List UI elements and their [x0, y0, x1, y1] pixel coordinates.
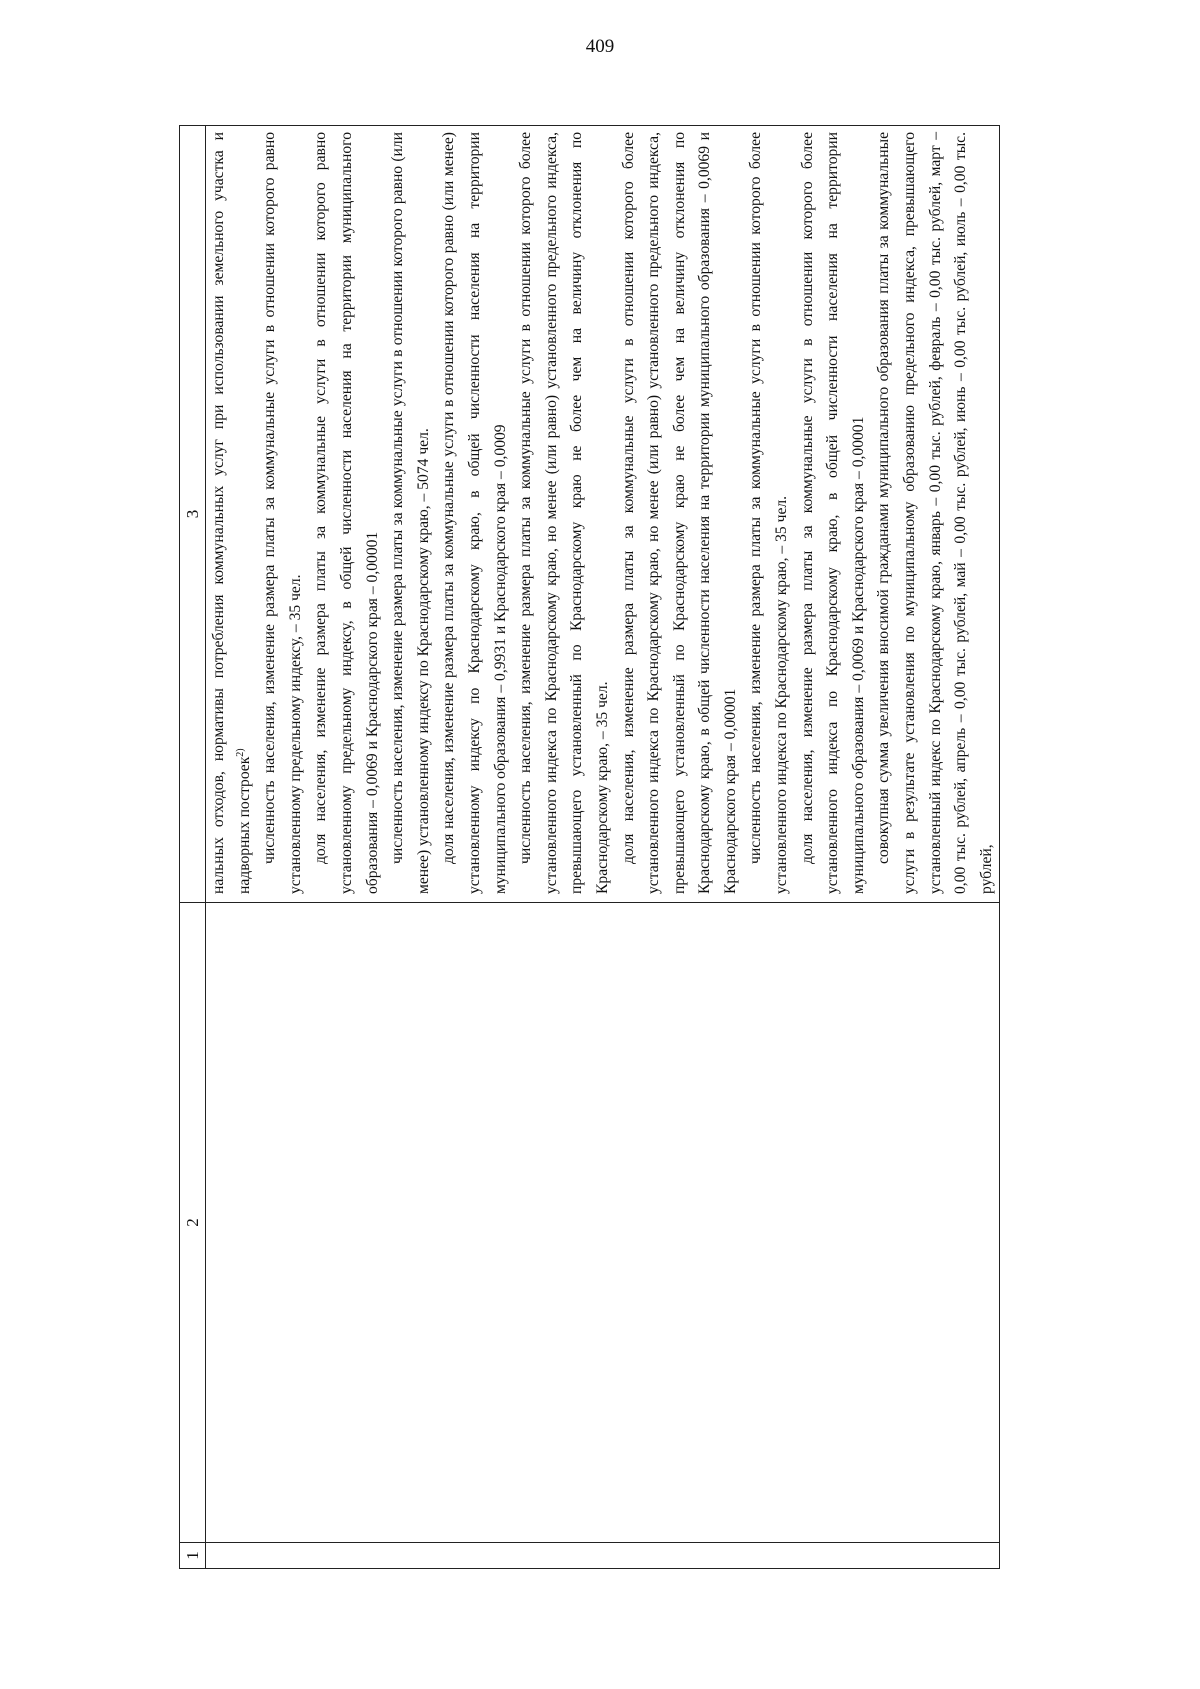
paragraph: доля населения, изменение размера платы за коммунальные услуги в отношении которого равно (или менее) установленному индексу по Краснодарскому краю, в общей численности населения на территории муниципального образования – 0,9931 и Краснодарского края – 0,0009: [440, 132, 509, 894]
header-col-2: 2: [180, 903, 206, 1543]
header-col-3: 3: [180, 126, 206, 903]
cell-col-2: [206, 903, 1000, 1543]
paragraph: доля населения, изменение размера платы за коммунальные услуги в отношении которого более установленного индекса по Краснодарскому краю, в общей численности населения на территории муниципального образования – 0,0069 и Краснодарского края – 0,00001: [798, 132, 867, 894]
paragraph: численность населения, изменение размера платы за коммунальные услуги в отношении которого равно (или менее) установленному индексу по Краснодарскому краю, – 5074 чел.: [389, 132, 432, 894]
table-row: [206, 126, 1000, 1569]
cell-text: [206, 126, 999, 902]
paragraph: численность населения, изменение размера платы за коммунальные услуги в отношении которого более установленного индекса по Краснодарскому краю, – 35 чел.: [747, 132, 791, 894]
header-col-1: 1: [180, 1543, 206, 1569]
paragraph: доля населения, изменение размера платы за коммунальные услуги в отношении которого равно установленному предельному индексу, в общей численности населения на территории муниципального образования – 0,0069 и Краснодарского края – 0,00001: [312, 132, 381, 894]
rotated-table: [179, 126, 995, 1569]
cell-col-1: [206, 1543, 1000, 1569]
paragraph: совокупная сумма увеличения вносимой гражданами муниципального образования платы за коммунальные услуги в результате установления по муниципальному образованию предельного индекса, превышающего установленный индекс по Краснодарскому краю, январь – 0,00 тыс. рублей, февраль – 0,00 тыс. рублей, март – 0,00 тыс. рублей, апрель – 0,00 тыс. рублей, май – 0,00 тыс. рублей, июнь – 0,00 тыс. рублей, июль – 0,00 тыс. рублей,: [875, 132, 995, 894]
paragraph: численность населения, изменение размера платы за коммунальные услуги в отношении которого равно установленному предельному индексу, – 35 чел.: [261, 132, 304, 894]
table-container: [179, 126, 995, 1569]
page-number: 409: [585, 36, 615, 57]
paragraph: доля населения, изменение размера платы за коммунальные услуги в отношении которого более установленного индекса по Краснодарскому краю, но менее (или равно) установленного предельного индекса, превышающего установленный по Краснодарскому краю не более чем на величину отклонения по Краснодарскому краю, в общей численности населения на территории муниципального образования – 0,0069 и Краснодарского края – 0,00001: [619, 132, 739, 894]
cell-col-3: [206, 126, 1000, 903]
data-table: [179, 125, 1000, 1569]
paragraph: нальных отходов, нормативы потребления коммунальных услуг при использовании земельного участка и надворных построек$^{2)}$: [210, 132, 253, 894]
paragraph: численность населения, изменение размера платы за коммунальные услуги в отношении которого более установленного индекса по Краснодарскому краю, но менее (или равно) установленного предельного индекса, превышающего установленный по Краснодарскому краю не более чем на величину отклонения по Краснодарскому краю, – 35 чел.: [517, 132, 611, 894]
footnote-marker: 2): [234, 748, 246, 757]
header-row: [180, 126, 206, 1569]
